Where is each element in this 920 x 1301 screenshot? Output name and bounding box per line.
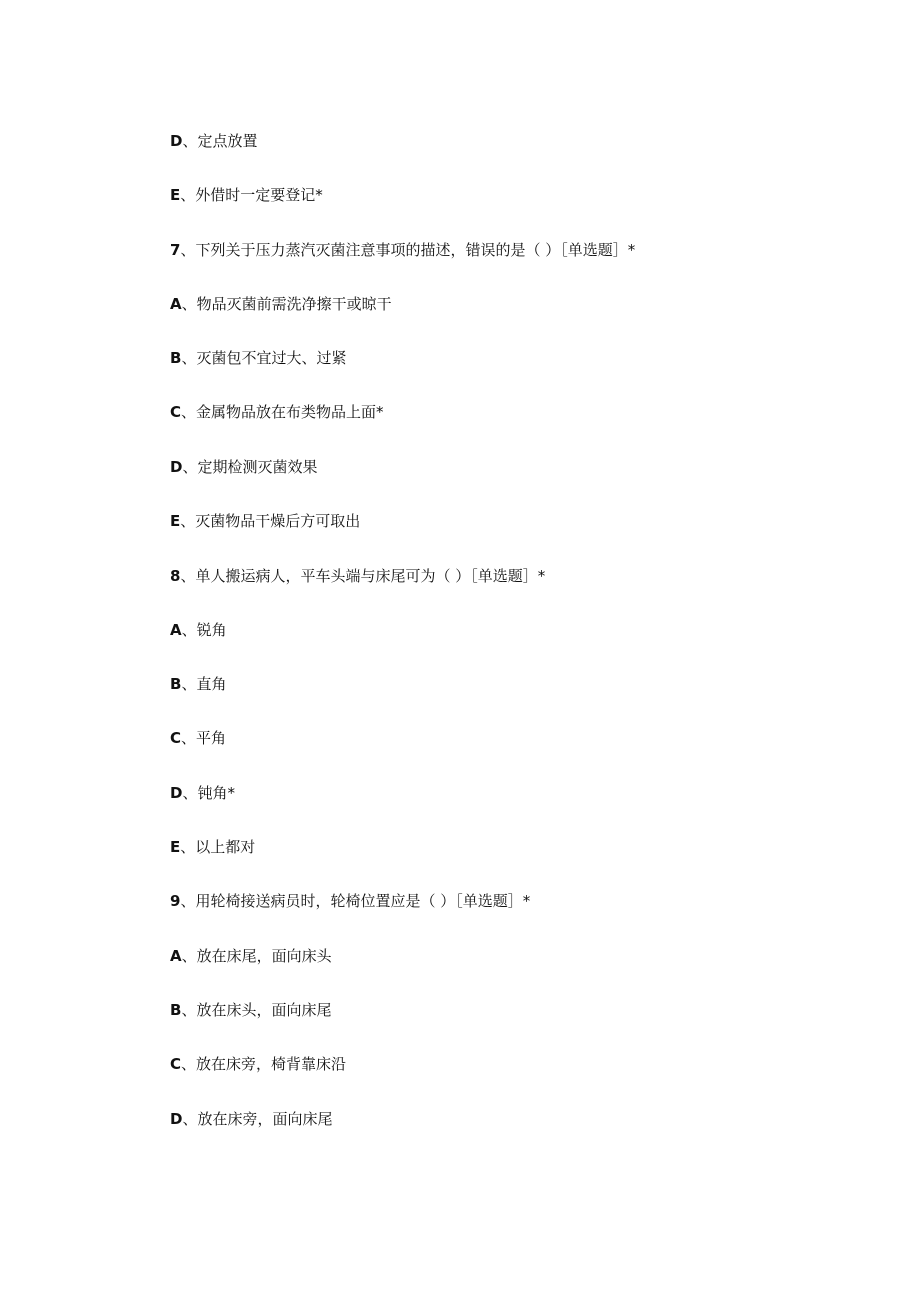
question-text: 、用轮椅接送病员时，轮椅位置应是（ ）［单选题］* [180, 892, 531, 910]
option-letter: D [170, 132, 183, 150]
option-line [170, 837, 870, 857]
option-line [170, 728, 870, 748]
option-line [170, 1054, 870, 1074]
option-letter: C [170, 1055, 182, 1073]
question-line [170, 240, 870, 260]
option-text: 、灭菌物品干燥后方可取出 [180, 512, 361, 530]
option-letter: B [170, 675, 182, 693]
option-text: 、物品灭菌前需洗净擦干或晾干 [181, 295, 392, 313]
question-text: 、下列关于压力蒸汽灭菌注意事项的描述，错误的是（ ）［单选题］* [180, 241, 636, 259]
option-line [170, 402, 870, 422]
option-letter: C [170, 403, 182, 421]
option-line [170, 783, 870, 803]
option-text: 、直角 [181, 675, 227, 693]
question-number: 7 [170, 241, 181, 259]
option-letter: C [170, 729, 182, 747]
question-line [170, 566, 870, 586]
question-number: 9 [170, 892, 181, 910]
option-text: 、放在床尾，面向床头 [181, 947, 332, 965]
option-line [170, 294, 870, 314]
option-letter: E [170, 186, 181, 204]
option-letter: E [170, 512, 181, 530]
option-text: 、放在床旁，椅背靠床沿 [181, 1055, 347, 1073]
option-letter: A [170, 621, 182, 639]
option-letter: D [170, 458, 183, 476]
option-letter: E [170, 838, 181, 856]
question-line [170, 891, 870, 911]
option-line [170, 457, 870, 477]
option-line [170, 131, 870, 151]
option-text: 、放在床头，面向床尾 [181, 1001, 332, 1019]
option-line [170, 1000, 870, 1020]
option-letter: A [170, 947, 182, 965]
option-line [170, 185, 870, 205]
option-text: 、金属物品放在布类物品上面* [181, 403, 384, 421]
option-text: 、定期检测灭菌效果 [182, 458, 318, 476]
option-text: 、灭菌包不宜过大、过紧 [181, 349, 347, 367]
option-text: 、钝角* [182, 784, 235, 802]
option-line [170, 348, 870, 368]
option-text: 、放在床旁，面向床尾 [182, 1110, 333, 1128]
question-number: 8 [170, 567, 181, 585]
option-letter: D [170, 784, 183, 802]
option-text: 、定点放置 [182, 132, 258, 150]
option-text: 、外借时一定要登记* [180, 186, 323, 204]
option-letter: B [170, 1001, 182, 1019]
question-text: 、单人搬运病人，平车头端与床尾可为（ ）［单选题］* [180, 567, 546, 585]
option-line [170, 620, 870, 640]
option-text: 、锐角 [181, 621, 227, 639]
option-line [170, 946, 870, 966]
option-line [170, 1109, 870, 1129]
option-line [170, 511, 870, 531]
option-letter: B [170, 349, 182, 367]
option-text: 、以上都对 [180, 838, 256, 856]
option-letter: A [170, 295, 182, 313]
option-letter: D [170, 1110, 183, 1128]
option-line [170, 674, 870, 694]
option-text: 、平角 [181, 729, 227, 747]
